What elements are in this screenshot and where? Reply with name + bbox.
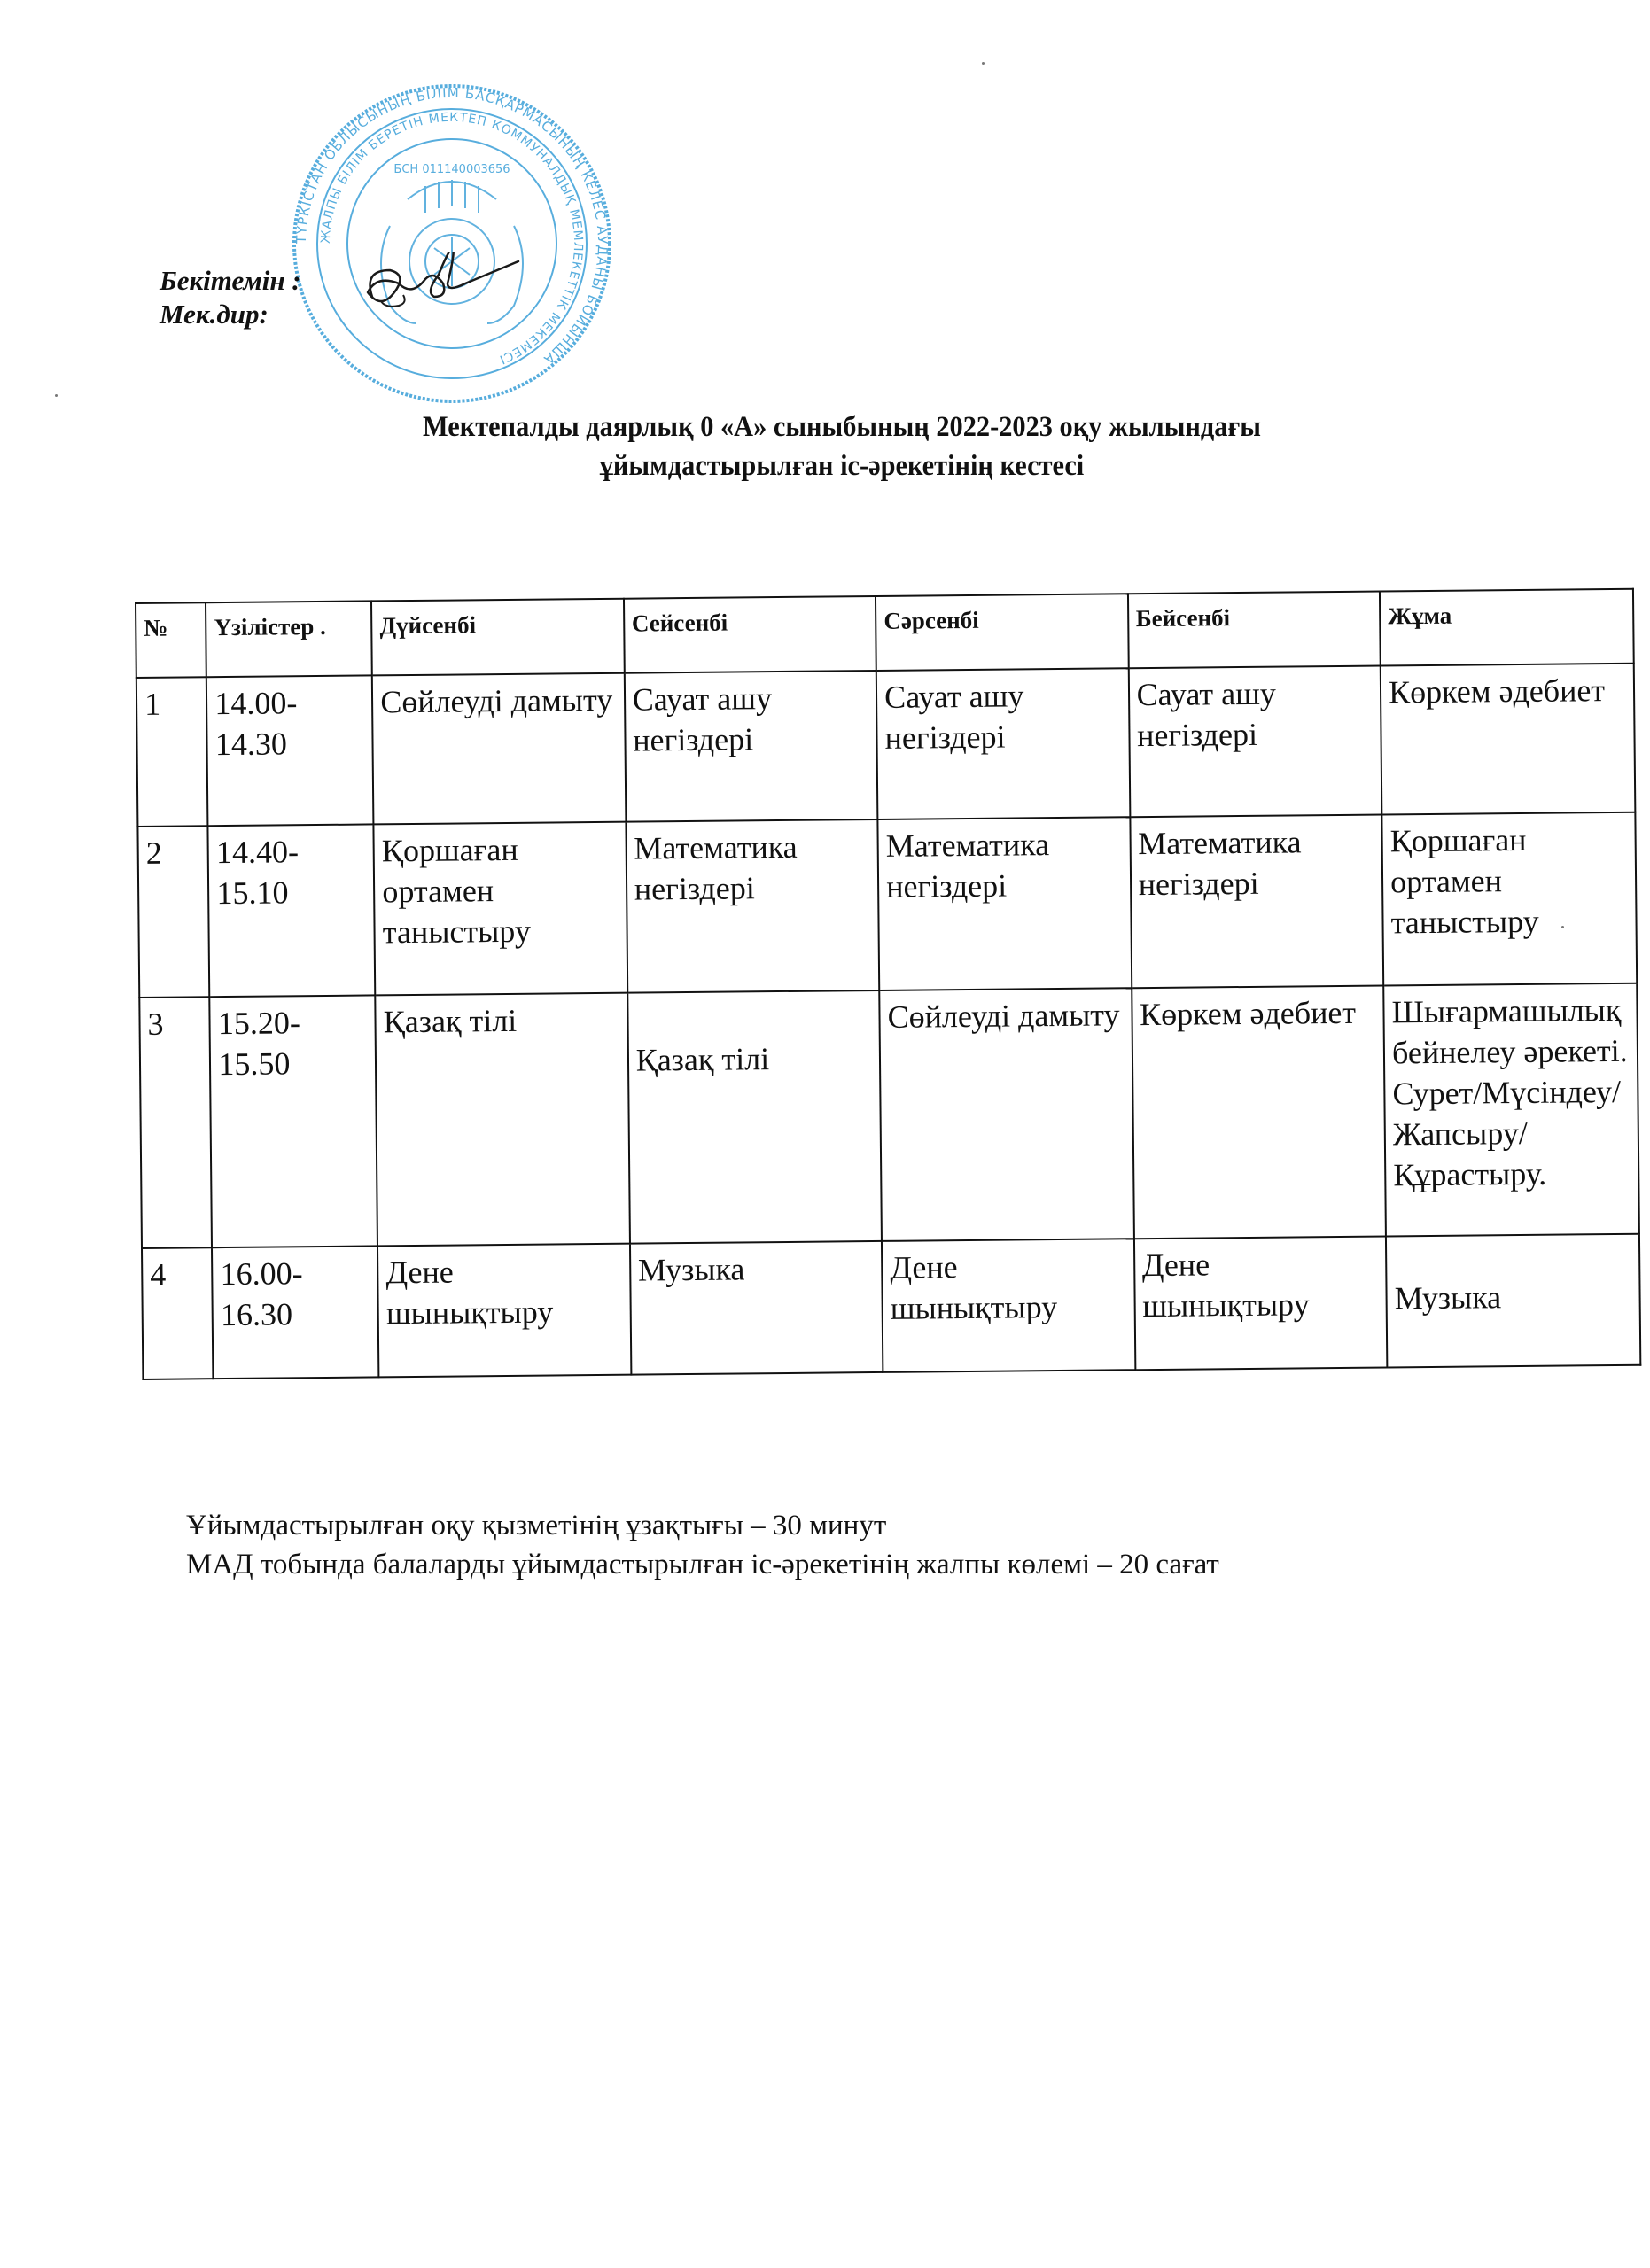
stamp-inner-text: ЖАЛПЫ БІЛІМ БЕРЕТІН МЕКТЕП КОММУНАЛДЫҚ МЕМЛЕКЕТТІК МЕКЕМЕСІ [318, 110, 586, 367]
official-stamp [292, 75, 611, 412]
header-breaks: Үзілістер . [206, 601, 372, 677]
cell-monday: Дене шынықтыру [377, 1244, 631, 1378]
table-row [137, 812, 1637, 998]
cell-friday [1386, 1234, 1640, 1368]
cell-wednesday: Сөйлеуді дамыту [879, 988, 1133, 1241]
title-line-2: ұйымдастырылған іс-әрекетінің кестесі [599, 450, 1085, 482]
cell-thursday: Дене шынықтыру [1134, 1236, 1388, 1370]
svg-text:ТҮРКІСТАН ОБЛЫСЫНЫҢ БІЛІМ БАСҚ [293, 85, 611, 368]
scan-speck [982, 62, 985, 65]
cell-time: 14.40-15.10 [208, 824, 376, 997]
table-header-row [136, 589, 1634, 678]
table-row [136, 664, 1636, 827]
cell-time: 16.00-16.30 [212, 1246, 378, 1379]
cell-tuesday: Музыка [630, 1241, 883, 1375]
cell-number: 1 [136, 677, 208, 827]
cell-tuesday [627, 990, 882, 1244]
schedule-table [135, 588, 1641, 1380]
stamp-id-number: БСН 011140003656 [393, 163, 510, 176]
cell-friday: Көркем әдебиет [1381, 664, 1636, 815]
header-tuesday: Сейсенбі [624, 596, 876, 673]
scan-speck [55, 394, 58, 397]
cell-friday: Қоршаған ортамен таныстыру [1381, 812, 1637, 986]
cell-wednesday: Математика негіздері [878, 817, 1132, 990]
cell-tuesday: Сауат ашу негіздері [625, 671, 878, 822]
header-thursday: Бейсенбі [1128, 592, 1381, 669]
note-total-volume: МАД тобында балаларды ұйымдастырылған іс-әрекетінің жалпы көлемі – 20 сағат [186, 1549, 1219, 1581]
title-line-1: Мектепалды даярлық 0 «А» сыныбының 2022-2023 оқу жылындағы [423, 411, 1261, 443]
note-duration: Ұйымдастырылған оқу қызметінің ұзақтығы – 30 минут [186, 1510, 887, 1542]
cell-wednesday: Сауат ашу негіздері [876, 668, 1130, 819]
signature-icon [354, 252, 558, 323]
cell-tuesday-text: Қазақ тілі [635, 1041, 770, 1078]
header-friday: Жұма [1380, 589, 1634, 666]
cell-monday: Қазақ тілі [376, 993, 630, 1247]
approval-block [160, 264, 301, 331]
cell-thursday: Көркем әдебиет [1132, 985, 1386, 1239]
cell-thursday: Сауат ашу негіздері [1128, 666, 1381, 818]
cell-number: 4 [142, 1247, 214, 1379]
stamp-outer-text: ТҮРКІСТАН ОБЛЫСЫНЫҢ БІЛІМ БАСҚАРМАСЫНЫҢ КЕЛЕС АУДАНЫ БОЙЫНША [292, 84, 611, 369]
cell-time: 14.00-14.30 [206, 675, 374, 826]
document-title [230, 408, 1453, 485]
table-row [139, 983, 1639, 1248]
cell-monday: Сөйлеуді дамыту [372, 673, 626, 825]
cell-wednesday: Дене шынықтыру [882, 1239, 1135, 1372]
cell-friday: Шығармашылық бейнелеу әрекеті. Сурет/Мүсіндеу/Жапсыру/Құрастыру. [1383, 983, 1639, 1237]
header-wednesday: Сәрсенбі [876, 594, 1128, 671]
approved-label: Бекітемін : [160, 265, 301, 296]
table-row [142, 1234, 1640, 1379]
cell-monday: Қоршаған ортамен таныстыру [374, 822, 627, 996]
cell-tuesday: Математика негіздері [626, 819, 879, 993]
cell-number: 3 [139, 997, 212, 1248]
notes-block [186, 1506, 1219, 1584]
cell-number: 2 [137, 826, 209, 998]
cell-thursday: Математика негіздері [1130, 815, 1383, 989]
header-monday: Дүйсенбі [371, 599, 624, 676]
cell-time: 15.20-15.50 [210, 995, 378, 1247]
cell-friday-text: Музыка [1394, 1279, 1502, 1317]
position-label: Мек.дир: [160, 299, 269, 330]
header-number: № [136, 602, 206, 678]
scan-speck [1561, 926, 1564, 928]
